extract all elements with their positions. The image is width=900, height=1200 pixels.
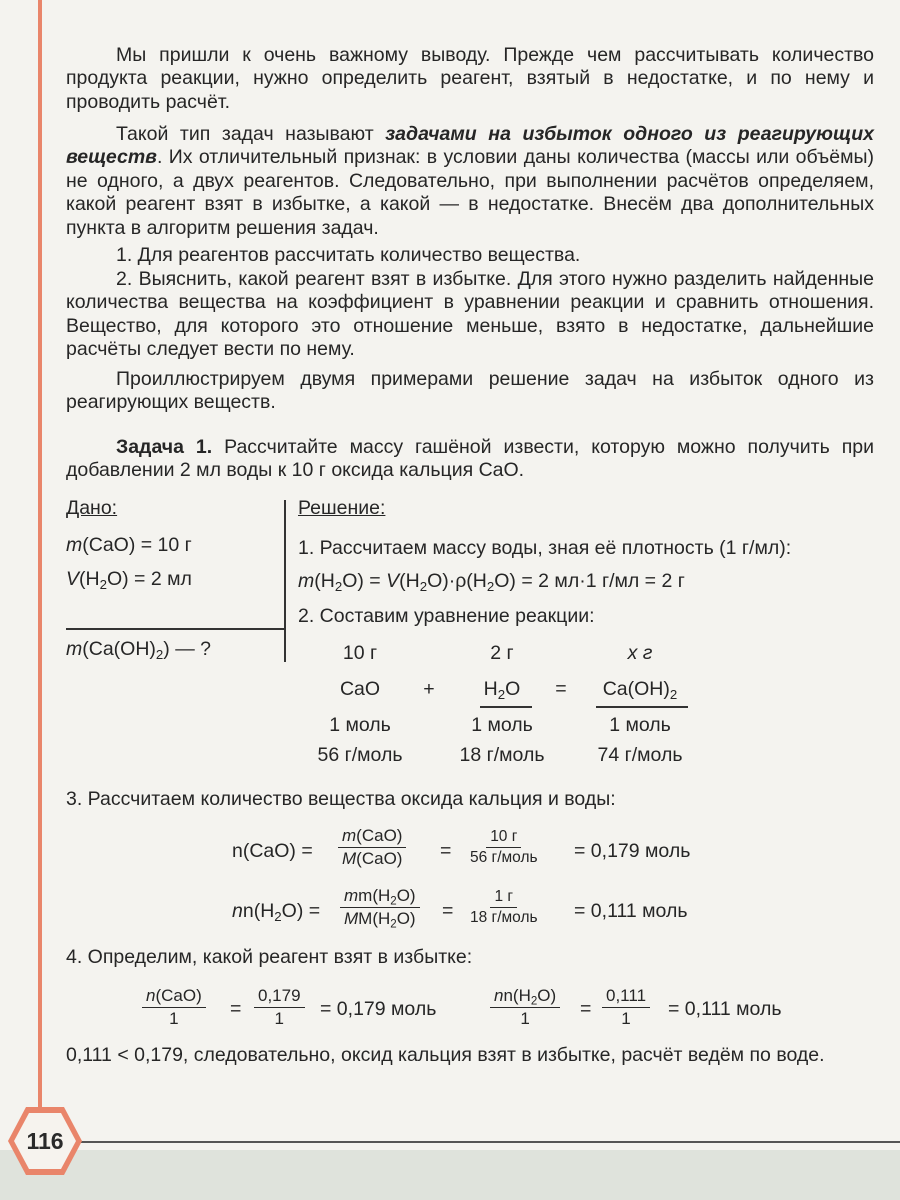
molar-mass-caoh2: 74 г/моль: [597, 744, 683, 766]
paragraph-task-type: [66, 123, 874, 240]
given-mass-cao: [66, 534, 192, 557]
task-label: Задача 1.: [116, 436, 213, 458]
reaction-above-caoh2: x г: [627, 642, 653, 664]
ratio-cao-values: [254, 986, 305, 1029]
formula-part: m(H: [358, 886, 391, 905]
algorithm-step-1: 1. Для реагентов рассчитать количество вещества.: [116, 244, 581, 266]
var-m: m: [66, 534, 83, 556]
reaction-plus: +: [423, 678, 435, 700]
formula-part: n(H: [503, 986, 531, 1005]
subscript: 2: [274, 908, 282, 924]
solution-step-3: 3. Рассчитаем количество вещества оксида кальция и воды:: [66, 788, 616, 810]
solution-step-1: 1. Рассчитаем массу воды, зная её плотность (1 г/мл):: [298, 537, 792, 559]
fraction-denominator: 18 г/моль: [470, 909, 538, 926]
n-cao-lhs: n(CaO) =: [232, 840, 313, 862]
formula-part: (Ca(OH): [82, 638, 156, 660]
solution-step-2: 2. Составим уравнение реакции:: [298, 605, 595, 627]
subscript: 2: [155, 646, 164, 662]
given-divider: [284, 500, 286, 662]
formula-part: O) =: [342, 570, 387, 592]
ratio-cao: [142, 986, 206, 1029]
water-mass-equation: [298, 570, 685, 593]
fraction-numerator: 0,111: [602, 986, 650, 1008]
task-statement: [66, 436, 874, 483]
formula-part: (H: [314, 570, 335, 592]
fraction-numerator: 0,179: [254, 986, 305, 1008]
reaction-above-h2o: 2 г: [490, 642, 514, 664]
subscript: 2: [530, 995, 538, 1008]
fraction-denominator: 1: [169, 1009, 179, 1028]
formula-part: O: [505, 678, 521, 700]
paragraph-text: . Их отличительный признак: в условии даны количества (массы или объёмы) не одного, а двух реагентов. Следовательно, при выполнении расчётов определяем, какой реагент взят в избытке, а какой — в недостатке. Внесём два дополнительных пункта в алгоритм решения задач.: [66, 146, 874, 239]
subscript: 2: [390, 918, 397, 931]
fraction-numerator: m(CaO): [338, 826, 406, 848]
algorithm-step-2: 2. Выяснить, какой реагент взят в избытке. Для этого нужно разделить найденные количества вещества на коэффициент в уравнении реакции и сравнить отношения. Вещество, для которого это отношение меньше, взято в недостатке, дальнейшие расчёты следует вести по нему.: [66, 268, 874, 361]
given-value: (CaO) = 10 г: [82, 534, 192, 556]
reaction-h2o: [462, 678, 542, 701]
task-text: Рассчитайте массу гашёной извести, которую можно получить при добавлении 2 мл воды к 10 г оксида кальция CaO.: [66, 436, 874, 482]
find-unknown: [66, 638, 211, 661]
moles-h2o: 1 моль: [471, 714, 533, 736]
n-h2o-lhs: $nn(H_2O)$ =: [232, 900, 321, 924]
formula-part: Ca(OH): [602, 678, 670, 700]
reaction-underline-h2o: [480, 706, 532, 708]
molar-mass-h2o: 18 г/моль: [459, 744, 545, 766]
solution-step-4: 4. Определим, какой реагент взят в избытке:: [66, 946, 473, 968]
formula-part: (H: [399, 570, 420, 592]
subscript: 2: [497, 686, 506, 702]
formula-part: (H: [79, 568, 100, 590]
molar-mass-cao: 56 г/моль: [317, 744, 403, 766]
ratio-h2o-values: [602, 986, 650, 1029]
ratio-h2o-result: = 0,111 моль: [668, 998, 782, 1020]
subscript: 2: [390, 895, 397, 908]
footer-rule: [60, 1141, 900, 1143]
formula-part: n(H: [242, 900, 275, 922]
fraction-values-cao: [466, 828, 542, 867]
var-v: V: [66, 568, 80, 590]
fraction-numerator: $nn(H_2O)$: [490, 986, 560, 1008]
paragraph-illustrate: Проиллюстрируем двумя примерами решение задач на избыток одного из реагирующих веществ.: [66, 368, 874, 414]
subscript: 2: [99, 576, 107, 592]
page-bottom-margin: [0, 1150, 900, 1200]
ratio-h2o: [490, 986, 560, 1029]
subscript: 2: [669, 686, 678, 702]
emphasis-term: задачами на избыток одного из реагирующих веществ: [66, 123, 874, 169]
formula-part: O) = 2 мл·1 г/мл = 2 г: [494, 570, 685, 592]
conclusion-text: 0,111 < 0,179, следовательно, оксид кальция взят в избытке, расчёт ведём по воде.: [66, 1044, 825, 1066]
formula-part: O): [396, 909, 416, 928]
fraction-denominator: M(CaO): [342, 849, 403, 868]
fraction-m-over-M-h2o: [340, 886, 420, 929]
page-number: 116: [26, 1128, 64, 1154]
reaction-cao: CaO: [339, 678, 381, 700]
reaction-caoh2: [590, 678, 690, 701]
formula-part: M(H: [358, 909, 391, 928]
fraction-numerator: 10 г: [486, 828, 521, 848]
fraction-denominator: 1: [274, 1009, 284, 1028]
fraction-values-h2o: [466, 888, 542, 927]
page-number-badge: [6, 1105, 84, 1177]
var-m: m: [298, 570, 315, 592]
formula-part: O): [396, 886, 416, 905]
paragraph-text: Такой тип задач называют: [116, 123, 386, 145]
n-h2o-result: = 0,111 моль: [574, 900, 688, 922]
var-v: V: [386, 570, 400, 592]
fraction-m-over-M-cao: [338, 826, 406, 869]
formula-part: O): [537, 986, 557, 1005]
var-m: m: [66, 638, 83, 660]
reaction-underline-caoh2: [596, 706, 688, 708]
fraction-denominator: 1: [520, 1009, 530, 1028]
moles-caoh2: 1 моль: [609, 714, 671, 736]
reaction-above-cao: 10 г: [342, 642, 378, 664]
equals-sign: =: [440, 840, 452, 862]
formula-part: O)·ρ(H: [427, 570, 487, 592]
formula-part: ) — ?: [163, 638, 211, 660]
fraction-numerator: $mm(H_2O)$: [340, 886, 420, 908]
solution-header: Решение:: [298, 497, 386, 519]
fraction-numerator: n(CaO): [142, 986, 206, 1008]
fraction-denominator: $MM(H_2O)$: [344, 909, 416, 931]
fraction-numerator: 1 г: [490, 888, 517, 908]
given-volume-h2o: [66, 568, 192, 591]
subscript: 2: [486, 578, 495, 594]
fraction-denominator: 1: [621, 1009, 631, 1028]
ratio-cao-result: = 0,179 моль: [320, 998, 437, 1020]
given-separator: [66, 628, 284, 630]
subscript: 2: [419, 578, 428, 594]
equals-sign: =: [442, 900, 454, 922]
fraction-denominator: 56 г/моль: [470, 849, 538, 866]
formula-part: O) =: [281, 900, 321, 922]
equals-sign: =: [230, 998, 242, 1020]
moles-cao: 1 моль: [329, 714, 391, 736]
paragraph-conclusion: Мы пришли к очень важному выводу. Прежде чем рассчитывать количество продукта реакции, нужно определить реагент, взятый в недостатке, и по нему и проводить расчёт.: [66, 44, 874, 113]
given-value: O) = 2 мл: [106, 568, 192, 590]
formula-part: H: [483, 678, 498, 700]
reaction-equals: =: [555, 678, 567, 700]
subscript: 2: [334, 578, 343, 594]
n-cao-result: = 0,179 моль: [574, 840, 691, 862]
given-header: Дано:: [66, 497, 118, 519]
page-margin-bar: [38, 0, 42, 1130]
equals-sign: =: [580, 998, 592, 1020]
